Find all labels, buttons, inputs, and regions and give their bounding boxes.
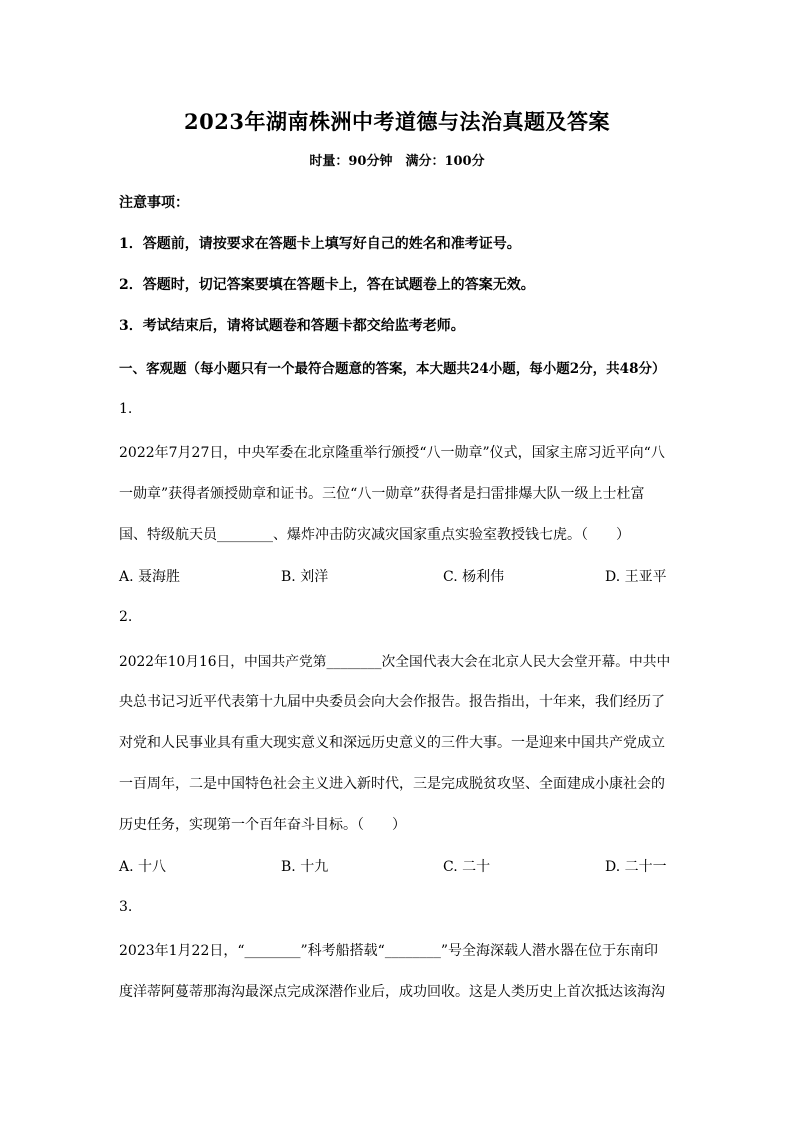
question-text-line: 一勋章”获得者颁授勋章和证书。三位“八一勋章”获得者是扫雷排爆大队一级上士杜富	[119, 486, 645, 502]
option-b: B. 刘洋	[281, 569, 329, 585]
question-number: 1.	[119, 401, 133, 417]
question-text-line: 历史任务，实现第一个百年奋斗目标。（ ）	[119, 817, 406, 833]
option-a: A. 聂海胜	[119, 569, 181, 585]
question-number: 2.	[119, 609, 133, 625]
option-d: D. 二十一	[605, 859, 667, 875]
note-item: 2．答题时，切记答案要填在答题卡上，答在试题卷上的答案无效。	[119, 277, 535, 293]
question-text-line: 2023年1月22日，“________”科考船搭载“________”号全海深载人潜水器在位于东南印	[119, 943, 658, 959]
notes-heading: 注意事项：	[119, 195, 189, 211]
option-a: A. 十八	[119, 859, 167, 875]
note-item: 3．考试结束后，请将试题卷和答题卡都交给监考老师。	[119, 318, 465, 334]
question-number: 3.	[119, 899, 133, 915]
option-b: B. 十九	[281, 859, 329, 875]
question-text-line: 对党和人民事业具有重大现实意义和深远历史意义的三件大事。一是迎来中国共产党成立	[119, 735, 665, 751]
question-text-line: 央总书记习近平代表第十九届中央委员会向大会作报告。报告指出，十年来，我们经历了	[119, 694, 665, 710]
section-heading: 一、客观题（每小题只有一个最符合题意的答案，本大题共24小题，每小题2分，共48分）	[119, 361, 666, 377]
note-item: 1．答题前，请按要求在答题卡上填写好自己的姓名和准考证号。	[119, 236, 521, 252]
page-title: 2023年湖南株洲中考道德与法治真题及答案	[184, 109, 610, 134]
option-c: C. 杨利伟	[443, 569, 505, 585]
exam-time-score: 时量：90分钟 满分：100分	[309, 154, 485, 169]
question-text-line: 2022年7月27日，中央军委在北京隆重举行颁授“八一勋章”仪式，国家主席习近平向“八	[119, 445, 665, 461]
question-text-line: 度洋蒂阿蔓蒂那海沟最深点完成深潜作业后，成功回收。这是人类历史上首次抵达该海沟	[119, 984, 665, 1000]
option-d: D. 王亚平	[605, 569, 667, 585]
option-c: C. 二十	[443, 859, 491, 875]
question-text-line: 2022年10月16日，中国共产党第________次全国代表大会在北京人民大会堂开幕。中共中	[119, 654, 671, 670]
question-text-line: 一百周年，二是中国特色社会主义进入新时代，三是完成脱贫攻坚、全面建成小康社会的	[119, 776, 665, 792]
question-text-line: 国、特级航天员________、爆炸冲击防灾减灾国家重点实验室教授钱七虎。（ ）	[119, 527, 630, 543]
